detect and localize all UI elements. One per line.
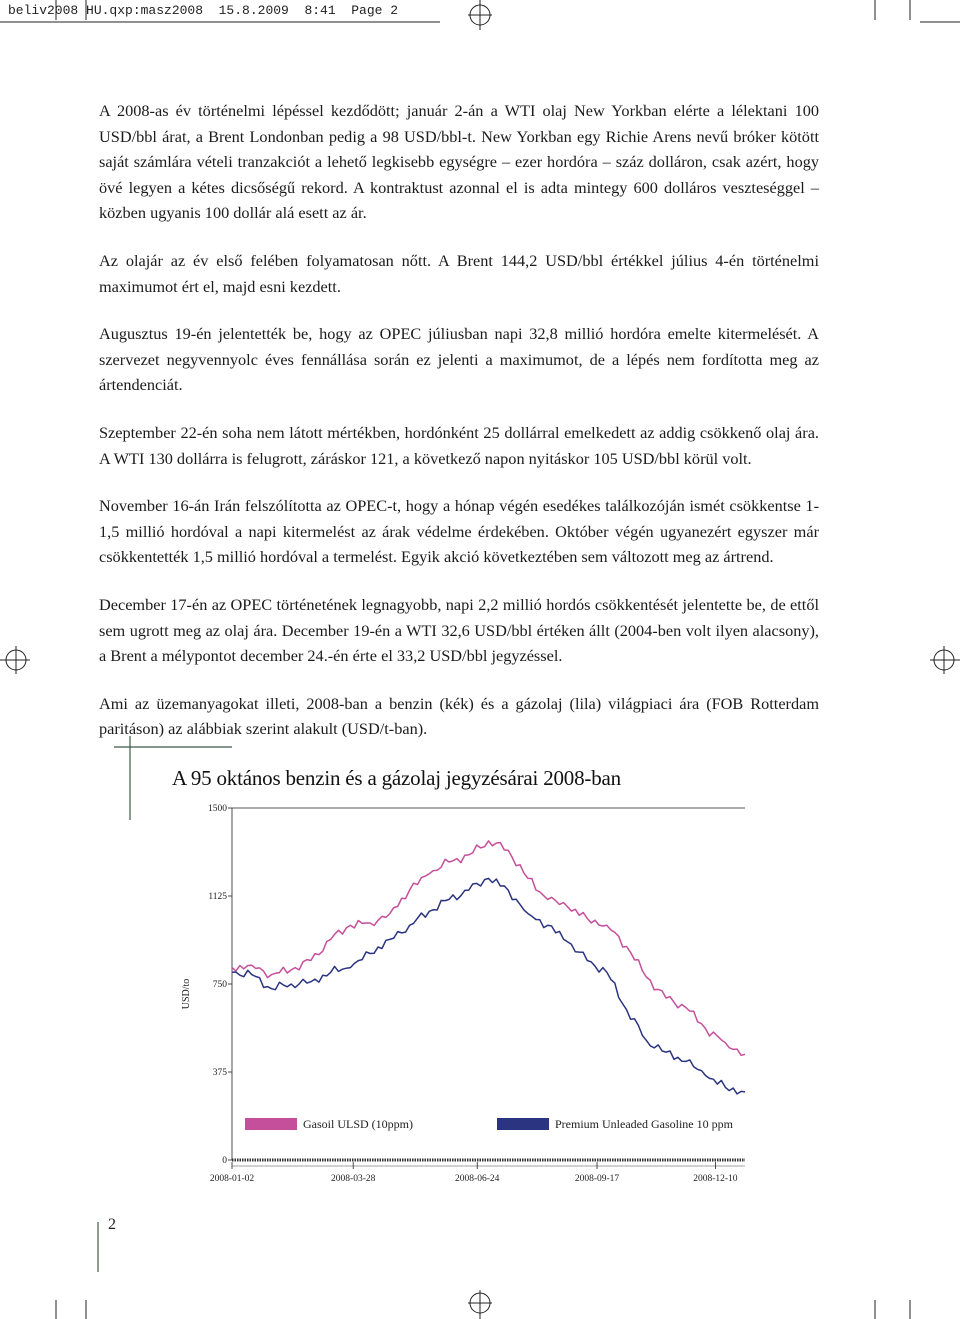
page-number: 2: [108, 1216, 116, 1233]
chart-title: A 95 oktános benzin és a gázolaj jegyzésárai 2008-ban: [172, 766, 621, 790]
paragraph: November 16-án Irán felszólította az OPEC-t, hogy a hónap végén esedékes találkozóján ismét csökkentse 1-1,5 millió hordóval a napi kitermelést az árak védelme érdekében. Október végén ugyanezért egyszer már csökkentették 1,5 millió hordóval a termelést. Egyik akció következtében sem változott meg az ártrend.: [99, 496, 819, 567]
legend-swatch: [497, 1118, 549, 1130]
paragraph: December 17-én az OPEC történetének legnagyobb, napi 2,2 millió hordós csökkentését jelentette be, de ettől sem ugrott meg az olaj ára. December 19-én a WTI 32,6 USD/bbl értéken állt (2004-ben volt ilyen alacsony), a Brent a mélypontot december 24.-én érte el 33,2 USD/bbl jegyzéssel.: [99, 594, 819, 666]
x-tick-label: 2008-03-28: [331, 1174, 376, 1184]
print-slug: beliv2008 HU.qxp:masz2008 15.8.2009 8:41 Page 2: [8, 3, 399, 18]
x-tick-label: 2008-09-17: [574, 1174, 620, 1184]
paragraph: Ami az üzemanyagokat illeti, 2008-ban a benzin (kék) és a gázolaj (lila) világpiaci ára (FOB Rotterdam paritáson) az alábbiak szerint alakult (USD/t-ban).: [99, 693, 819, 739]
paragraph: Az olajár az év első felében folyamatosan nőtt. A Brent 144,2 USD/bbl értékkel július 4-én történelmi maximumot ért el, majd esni kezdett.: [99, 250, 819, 296]
y-tick-label: 0: [222, 1156, 227, 1166]
series-line: [232, 841, 745, 1055]
x-tick-label: 2008-01-02: [209, 1174, 255, 1184]
y-tick-label: 375: [212, 1068, 227, 1078]
x-tick-label: 2008-12-10: [693, 1174, 738, 1184]
y-tick-label: 750: [212, 980, 227, 990]
paragraph: Szeptember 22-én soha nem látott mértékben, hordónként 25 dollárral emelkedett az addig csökkenő olaj ára. A WTI 130 dollárra is felugrott, záráskor 121, a következő napon nyitáskor 105 USD/bbl körül volt.: [99, 422, 819, 468]
x-tick-label: 2008-06-24: [455, 1174, 500, 1184]
y-axis-title: USD/to: [181, 978, 192, 1010]
y-tick-label: 1125: [208, 892, 227, 902]
legend-swatch: [245, 1118, 297, 1130]
paragraph: A 2008-as év történelmi lépéssel kezdődött; január 2-án a WTI olaj New Yorkban elérte a lélektani 100 USD/bbl árat, a Brent Londonban pedig a 98 USD/bbl-t. New Yorkban egy Richie Arens nevű bróker kötött saját számlára vételi tranzakciót a lehető legkisebb egységre – ezer hordóra – száz dolláron, csak azért, hogy övé legyen a kétes dicsőségű rekord. A kontraktust azonnal el is adta mintegy 600 dolláros veszteséggel – közben ugyanis 100 dollár alá esett az ár.: [99, 101, 819, 223]
legend-label: Gasoil ULSD (10ppm): [303, 1117, 413, 1131]
series-line: [232, 878, 745, 1094]
paragraph: Augusztus 19-én jelentették be, hogy az OPEC júliusban napi 32,8 millió hordóra emelte kitermelését. A szervezet negyvennyolc éves fennállása során ez jelenti a maximumot, de a lépés nem fordította meg az ártendenciát.: [99, 324, 819, 395]
y-tick-label: 1500: [208, 804, 227, 814]
legend-label: Premium Unleaded Gasoline 10 ppm: [555, 1117, 733, 1131]
